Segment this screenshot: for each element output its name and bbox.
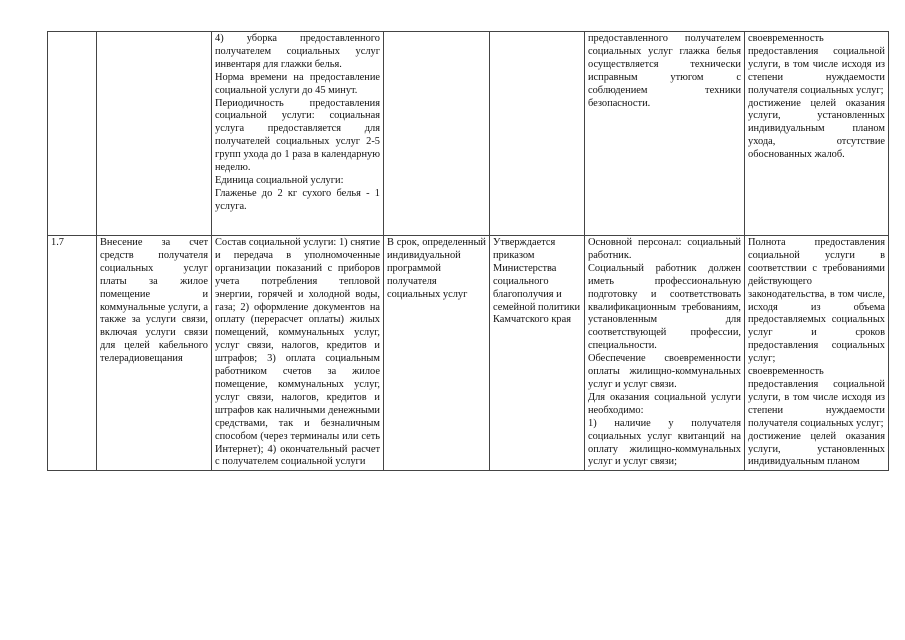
cell-description [212, 236, 384, 471]
description-paragraph: Состав социальной услуги: 1) снятие и передача в уполномоченные организации показаний с приборов учета потребления тепловой энергии, горячей и холодной воды, газа; 2) оформление документов на оплату (перерасчет оплаты) жилых помещений, коммунальных услуг, услуг связи, налогов, кредитов и штрафов; 3) оплата социальным работником счетов за жилое помещение, коммунальных услуг, услуг связи, налогов, кредитов и штрафов как наличными денежными средствами, так и безналичным способом (через терминалы или сеть Интернет); 4) окончательный расчет с получателем социальной услуги [215, 237, 380, 468]
conditions-paragraph: Обеспечение своевременности оплаты жилищно-коммунальных услуг и услуг связи. [588, 353, 741, 390]
conditions-paragraph: Для оказания социальной услуги необходимо: [588, 391, 741, 416]
cell-service-name [97, 32, 212, 236]
description-paragraph: Единица социальной услуги: [215, 174, 344, 186]
table-row [48, 32, 889, 236]
cell-conditions [585, 236, 745, 471]
cell-tariff [490, 32, 585, 236]
cell-description [212, 32, 384, 236]
table-row [48, 236, 889, 471]
conditions-paragraph: Социальный работник должен иметь профессиональную подготовку и соответствовать квалификационным требованиям, установленным для соответствующей профессии, специальности. [588, 262, 741, 352]
services-table [47, 31, 889, 471]
cell-indicators [745, 32, 889, 236]
description-paragraph: Периодичность предоставления социальной услуги: социальная услуга предоставляется для получателей социальных услуг 2-5 групп ухода до 1 раза в календарную неделю. [215, 97, 380, 174]
cell-number [48, 32, 97, 236]
cell-number: 1.7 [48, 236, 97, 471]
cell-term: В срок, определенный индивидуальной программой получателя социальных услуг [384, 236, 490, 471]
cell-service-name: Внесение за счет средств получателя социальных услуг платы за жилое помещение и коммунальные услуги, а также за услуги связи, включая услуги связи для целей кабельного телерадиовещания [97, 236, 212, 471]
conditions-paragraph: 1) наличие у получателя социальных услуг квитанций на оплату жилищно-коммунальных услуг и услуг связи; [588, 417, 741, 468]
description-paragraph: 4) уборка предоставленного получателем социальных услуг инвентаря для глажки белья. [215, 33, 380, 70]
conditions-paragraph: Основной персонал: социальный работник. [588, 237, 741, 261]
indicators-paragraph: достижение целей оказания услуги, установленных индивидуальным планом [748, 430, 885, 468]
cell-indicators [745, 236, 889, 471]
indicators-paragraph: своевременность предоставления социальной услуги, в том числе исходя из степени нуждаемости получателя социальных услуг; [748, 366, 885, 429]
conditions-paragraph: предоставленного получателем социальных услуг глажка белья осуществляется технически исправным утюгом с соблюдением техники безопасности. [588, 33, 741, 109]
cell-tariff: Утверждается приказом Министерства социального благополучия и семейной политики Камчатского края [490, 236, 585, 471]
cell-term [384, 32, 490, 236]
description-paragraph: Норма времени на предоставление социальной услуги до 45 минут. [215, 71, 380, 96]
indicators-paragraph: своевременность предоставления социальной услуги, в том числе исходя из степени нуждаемости получателя социальных услуг; [748, 33, 885, 96]
indicators-paragraph: достижение целей оказания услуги, установленных индивидуальным планом ухода, отсутствие обоснованных жалоб. [748, 97, 885, 161]
indicators-paragraph: Полнота предоставления социальной услуги в соответствии с требованиями действующего законодательства, в том числе, исходя из объема предоставляемых социальных услуг и сроков предоставления социальных услуг; [748, 237, 885, 365]
cell-conditions [585, 32, 745, 236]
description-paragraph: Глаженье до 2 кг сухого белья - 1 услуга. [215, 187, 380, 212]
